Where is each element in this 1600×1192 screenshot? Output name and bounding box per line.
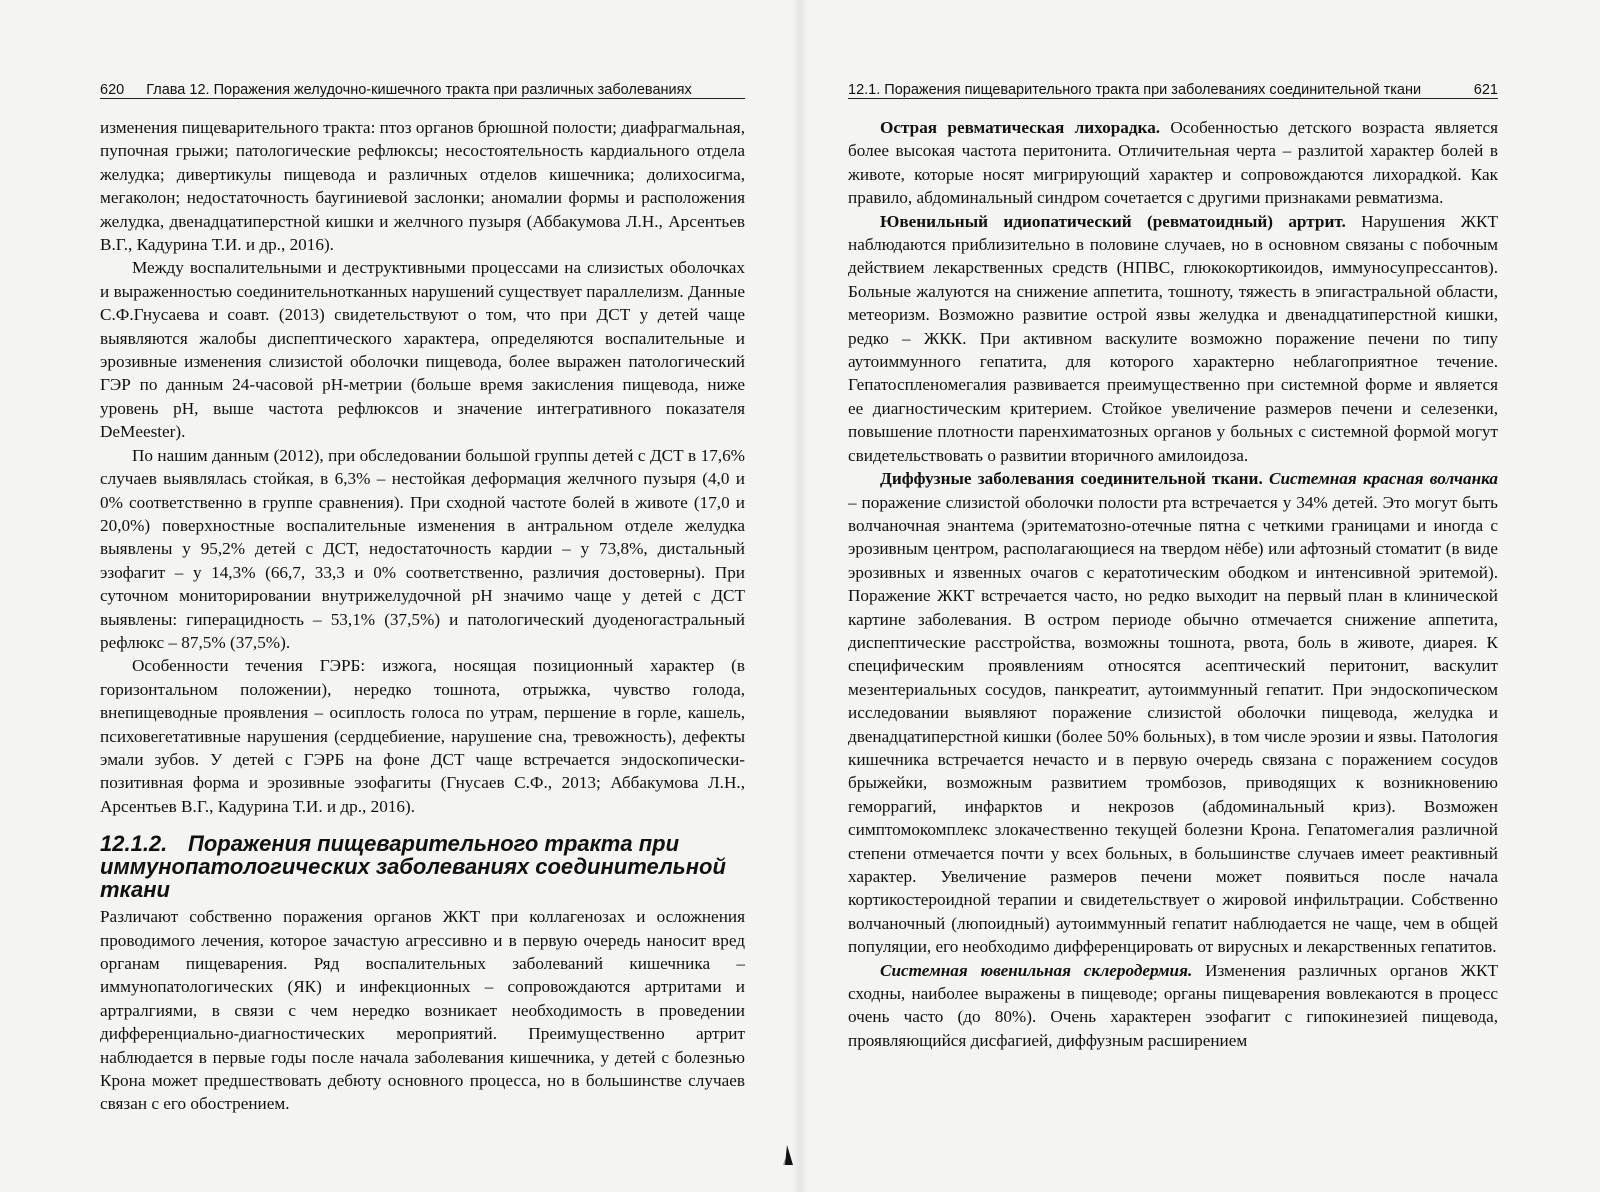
section-title: Поражения пищеварительного тракта при иммунопатологических заболеваниях соединительной ткани [100, 831, 726, 903]
paragraph: Особенности течения ГЭРБ: изжога, носящая позиционный характер (в горизонтальном положении), нередко тошнота, отрыжка, чувство голода, внепищеводные проявления – осиплость голоса по утрам, першение в горле, кашель, психовегетативные нарушения (сердцебиение, нарушение сна, тревожность), дефекты эмали зубов. У детей с ГЭРБ на фоне ДСТ чаще встречается эндоскопически-позитивная форма и эрозивные эзофагиты (Гнусаев С.Ф., 2013; Аббакумова Л.Н., Арсентьев В.Г., Кадурина Т.И. и др., 2016). [100, 656, 745, 816]
section-number: 12.1.2. [100, 831, 168, 857]
right-page [800, 0, 1600, 1192]
paragraph: По нашим данным (2012), при обследовании большой группы детей с ДСТ в 17,6% случаев выявлялась стойкая, в 6,3% – нестойкая деформация желчного пузыря (4,0 и 0% соответственно в группе сравнения). При сходной частоте болей в животе (17,0 и 20,0%) поверхностные воспалительные изменения в антральном отделе желудка выявлены у 95,2% детей с ДСТ, недостаточность кардии – у 73,8%, дистальный эзофагит – у 14,3% (66,7, 33,3 и 0% соответственно, различия достоверны). При суточном мониторировании внутрижелудочной рН значимо чаще у детей с ДСТ выявлены: гиперацидность – 53,1% (37,5%) и патологический дуоденогастральный рефлюкс – 87,5% (37,5%). [100, 445, 745, 652]
section-heading [100, 832, 745, 901]
running-head-left: Глава 12. Поражения желудочно-кишечного тракта при различных заболеваниях [146, 82, 692, 98]
paragraph-lead: Острая ревматическая лихорадка. [880, 118, 1161, 137]
paragraph-text: Изменения различных органов ЖКТ сходны, наиболее выражены в пищеводе; органы пищеварения вовлекаются в процесс очень часто (до 80%). Очень характерен эзофагит с гипокинезией пищевода, проявляющийся дисфагией, диффузным расширением [848, 960, 1499, 1050]
right-page-header [848, 78, 1498, 99]
right-page-body [848, 116, 1498, 1052]
paragraph [848, 210, 1498, 467]
paragraph-text: – поражение слизистой оболочки полости рта встречается у 34% детей. Это могут быть волчаночная энантема (эритематозно-отечные пятна с четкими границами и иногда с эрозивным центром, располагающиеся на твердом нёбе) или афтозный стоматит (в виде эрозивных и язвенных очагов с кератотическим ободком и интенсивной эритемой). Поражение ЖКТ встречается часто, но редко выходит на первый план в клинической картине заболевания. В остром периоде обычно отмечается снижение аппетита, диспептические расстройства, возможны тошнота, рвота, боль в животе, диарея. К специфическим проявлениям относятся асептический перитонит, васкулит мезентериальных сосудов, панкреатит, аутоиммунный гепатит. При эндоскопическом исследовании выявляют поражение слизистой оболочки пищевода, желудка и двенадцатиперстной кишки (более 50% больных), в том числе эрозии и язвы. Патология кишечника встречается нечасто и в первую очередь связана с поражением сосудов брыжейки, возможным развитием тромбозов, приводящих к возникновению геморрагий, инфарктов и некрозов (абдоминальный криз). Возможен симптомокомплекс злокачественно текущей болезни Крона. Гепатомегалия различной степени отмечается почти у всех больных, в большинстве случаев имеет реактивный характер. Увеличение размеров печени может появиться после начала кортикостероидной терапии и свидетельствует о жировой инфильтрации. Собственно волчаночный (люпоидный) аутоиммунный гепатит наблюдается не чаще, чем в общей популяции, его необходимо дифференцировать от вирусных и лекарственных гепатитов. [848, 492, 1498, 957]
left-page-body [100, 116, 745, 1116]
paragraph: Различают собственно поражения органов ЖКТ при коллагенозах и осложнения проводимого лечения, которое зачастую агрессивно и в первую очередь наносит вред органам пищеварения. Ряд воспалительных заболеваний кишечника – иммунопатологических (ЯК) и инфекционных – сопровождаются артритами и артралгиями, в связи с чем нередко возникает необходимость в проведении дифференциально-диагностических мероприятий. Преимущественно артрит наблюдается в первые годы после начала заболевания кишечника, у детей с болезнью Крона может предшествовать дебюту основного процесса, но в большинстве случаев связан с его обострением. [100, 907, 745, 1114]
paragraph [848, 116, 1498, 210]
paragraph [848, 959, 1498, 1053]
page-number-left: 620 [100, 82, 125, 98]
running-head-right: 12.1. Поражения пищеварительного тракта при заболеваниях соединительной ткани [848, 82, 1422, 98]
paragraph-lead: Диффузные заболевания соединительной ткани. [880, 469, 1263, 489]
paragraph: Между воспалительными и деструктивными процессами на слизистых оболочках и выраженностью соединительнотканных нарушений существует параллелизм. Данные С.Ф.Гнусаева и соавт. (2013) свидетельствуют о том, что при ДСТ у детей чаще выявляются жалобы диспептического характера, определяются воспалительные и эрозивные изменения слизистой оболочки пищевода, более выражен патологический ГЭР по данным 24-часовой рН-метрии (больше время закисления пищевода, ниже уровень рН, выше частота рефлюксов и значение интегративного показателя DeMeester). [100, 258, 745, 442]
paragraph-text: Нарушения ЖКТ наблюдаются приблизительно в половине случаев, но в основном связаны с побочным действием лекарственных средств (НПВС, глюкокортикоидов, иммуносупрессантов). Больные жалуются на снижение аппетита, тошноту, тяжесть в эпигастральной области, метеоризм. Возможно развитие острой язвы желудка и двенадцатиперстной кишки, редко – ЖКК. При активном васкулите возможно поражение печени по типу аутоиммунного гепатита, для которого характерно неблагоприятное течение. Гепатоспленомегалия развивается преимущественно при системной форме и является ее диагностическим критерием. Стойкое увеличение размеров печени и селезенки, повышение плотности паренхиматозных органов у больных с системной формой могут свидетельствовать о развитии вторичного амилоидоза. [848, 211, 1498, 465]
paragraph-lead: Ювенильный идиопатический (ревматоидный) артрит. [880, 211, 1346, 231]
left-page-header [100, 78, 745, 99]
paragraph [848, 467, 1498, 959]
publisher-mark-icon [763, 1143, 803, 1167]
paragraph-text: Особенностью детского возраста является более высокая частота перитонита. Отличительная черта – разлитой характер болей в животе, которые носят мигрирующий характер и сопровождаются лихорадкой. Как правило, абдоминальный синдром сочетается с другими признаками ревматизма. [848, 118, 1498, 208]
paragraph-lead-italic: Системная красная волчанка [1262, 469, 1498, 489]
paragraph: изменения пищеварительного тракта: птоз органов брюшной полости; диафрагмальная, пупочная грыжи; патологические рефлюксы; несостоятельность кардиального отдела желудка; дивертикулы пищевода и различных отделов кишечника; долихосигма, мегаколон; недостаточность баугиниевой заслонки; аномалии формы и расположения желудка, двенадцатиперстной кишки и желчного пузыря (Аббакумова Л.Н., Арсентьев В.Г., Кадурина Т.И. и др., 2016). [100, 118, 745, 255]
paragraph-lead-italic: Системная ювенильная склеродермия. [880, 960, 1193, 980]
page-number-right: 621 [1473, 82, 1498, 98]
